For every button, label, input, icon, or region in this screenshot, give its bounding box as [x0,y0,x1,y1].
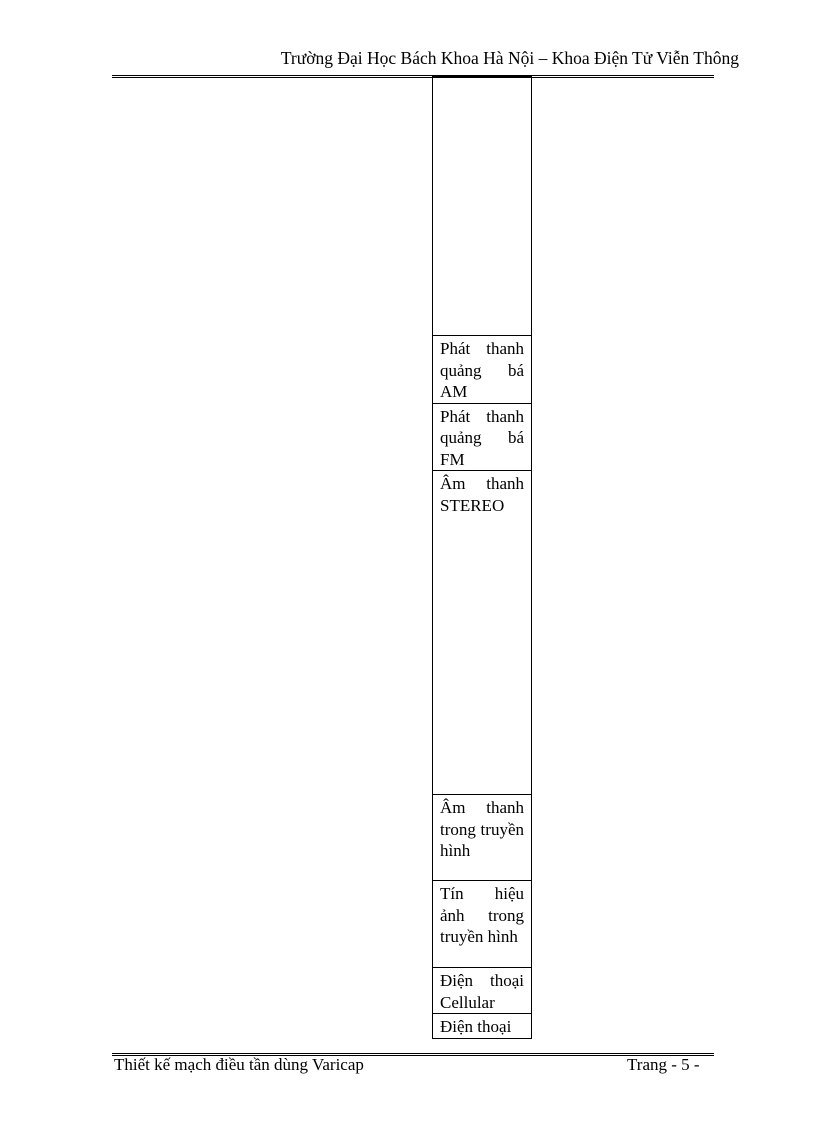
table-cell-tv-audio: Âm thanh trong truyền hình [433,795,532,881]
page-number: Trang - 5 - [627,1055,700,1074]
table-cell-am-broadcast: Phát thanh quảng bá AM [433,336,532,404]
table-cell-cellular-phone: Điện thoại Cellular [433,968,532,1014]
table-row [433,795,532,881]
header-rule [112,75,714,78]
table-row [433,471,532,795]
page-header-title: Trường Đại Học Bách Khoa Hà Nội – Khoa Điện Tử Viễn Thông [280,48,739,68]
table-row [433,881,532,968]
table-cell-stereo-audio: Âm thanh STEREO [433,471,532,795]
table-row [433,336,532,404]
table-row [433,403,532,471]
table-row [433,1014,532,1039]
footer-title: Thiết kế mạch điều tần dùng Varicap [114,1055,364,1074]
table-cell-empty [433,77,532,336]
application-table [432,76,532,1039]
table-cell-phone: Điện thoại [433,1014,532,1039]
table-row [433,77,532,336]
table-cell-fm-broadcast: Phát thanh quảng bá FM [433,403,532,471]
table-row [433,968,532,1014]
table-cell-tv-video: Tín hiệu ảnh trong truyền hình [433,881,532,968]
